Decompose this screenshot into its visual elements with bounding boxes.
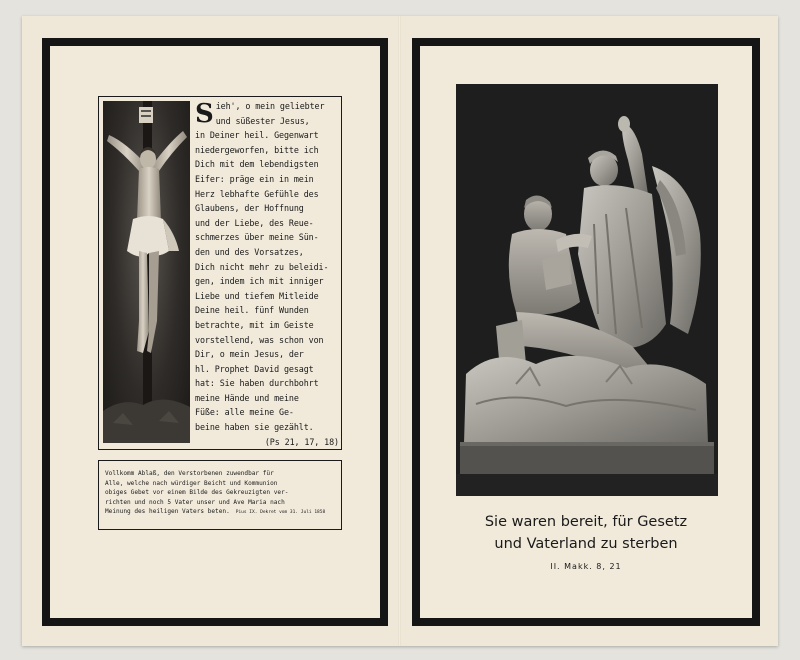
prayer-line: Liebe und tiefem Mitleide bbox=[195, 290, 319, 301]
prayer-line: Eifer: präge ein in mein bbox=[195, 173, 314, 184]
caption-line-1: Sie waren bereit, für Gesetz bbox=[484, 514, 688, 530]
prayer-line: hat: Sie haben durchbohrt bbox=[195, 378, 319, 389]
prayer-line: und süßester Jesus, bbox=[215, 115, 310, 126]
prayer-line: den und des Vorsatzes, bbox=[195, 246, 304, 257]
prayer-line: hl. Prophet David gesagt bbox=[195, 363, 314, 374]
prayer-line: meine Hände und meine bbox=[195, 392, 299, 403]
card-fold bbox=[398, 16, 401, 646]
prayer-line: betrachte, mit im Geiste bbox=[195, 319, 314, 330]
prayer-line: Dir, o mein Jesus, der bbox=[195, 349, 304, 360]
caption-reference: II. Makk. 8, 21 bbox=[550, 562, 622, 571]
angel-soldier-statue-photo bbox=[456, 84, 718, 496]
prayer-line: Deine heil. fünf Wunden bbox=[195, 305, 309, 316]
prayer-line: beine haben sie gezählt. bbox=[195, 422, 314, 433]
indulgence-line: Alle, welche nach würdiger Beicht und Kommunion bbox=[105, 479, 278, 487]
indulgence-note: Pius IX. Dekret vom 31. Juli 1858 bbox=[235, 510, 326, 516]
prayer-line: Füße: alle meine Ge- bbox=[195, 407, 294, 418]
prayer-dropcap: S bbox=[195, 99, 214, 129]
crucifix-image bbox=[103, 101, 190, 443]
prayer-reference: (Ps 21, 17, 18) bbox=[264, 436, 339, 447]
caption-line-2: und Vaterland zu sterben bbox=[494, 536, 678, 552]
prayer-line: ieh', o mein geliebter bbox=[215, 101, 325, 111]
prayer-line: in Deiner heil. Gegenwart bbox=[195, 130, 319, 141]
prayer-line: Glaubens, der Hoffnung bbox=[195, 203, 304, 214]
prayer-line: Dich nicht mehr zu beleidi- bbox=[195, 261, 329, 272]
indulgence-box bbox=[98, 460, 342, 530]
prayer-line: schmerzes über meine Sün- bbox=[195, 232, 319, 243]
right-panel bbox=[412, 38, 760, 626]
prayer-line: vorstellend, was schon von bbox=[195, 334, 324, 345]
indulgence-line: obiges Gebet vor einem Bilde des Gekreuzigten ver- bbox=[105, 489, 289, 497]
indulgence-line: richten und noch 5 Vater unser und Ave Maria nach bbox=[105, 498, 285, 506]
indulgence-line: Meinung des heiligen Vaters beten. bbox=[105, 508, 230, 516]
indulgence-line: Vollkomm Ablaß, den Verstorbenen zuwendbar für bbox=[105, 470, 274, 477]
left-panel bbox=[42, 38, 388, 626]
prayer-text bbox=[195, 99, 339, 449]
prayer-line: gen, indem ich mit inniger bbox=[195, 276, 324, 287]
prayer-line: Herz lebhafte Gefühle des bbox=[195, 188, 319, 199]
prayer-line: niedergeworfen, bitte ich bbox=[195, 144, 319, 155]
prayer-line: Dich mit dem lebendigsten bbox=[195, 159, 319, 170]
prayer-line: und der Liebe, des Reue- bbox=[195, 217, 314, 228]
prayer-box bbox=[98, 96, 342, 450]
